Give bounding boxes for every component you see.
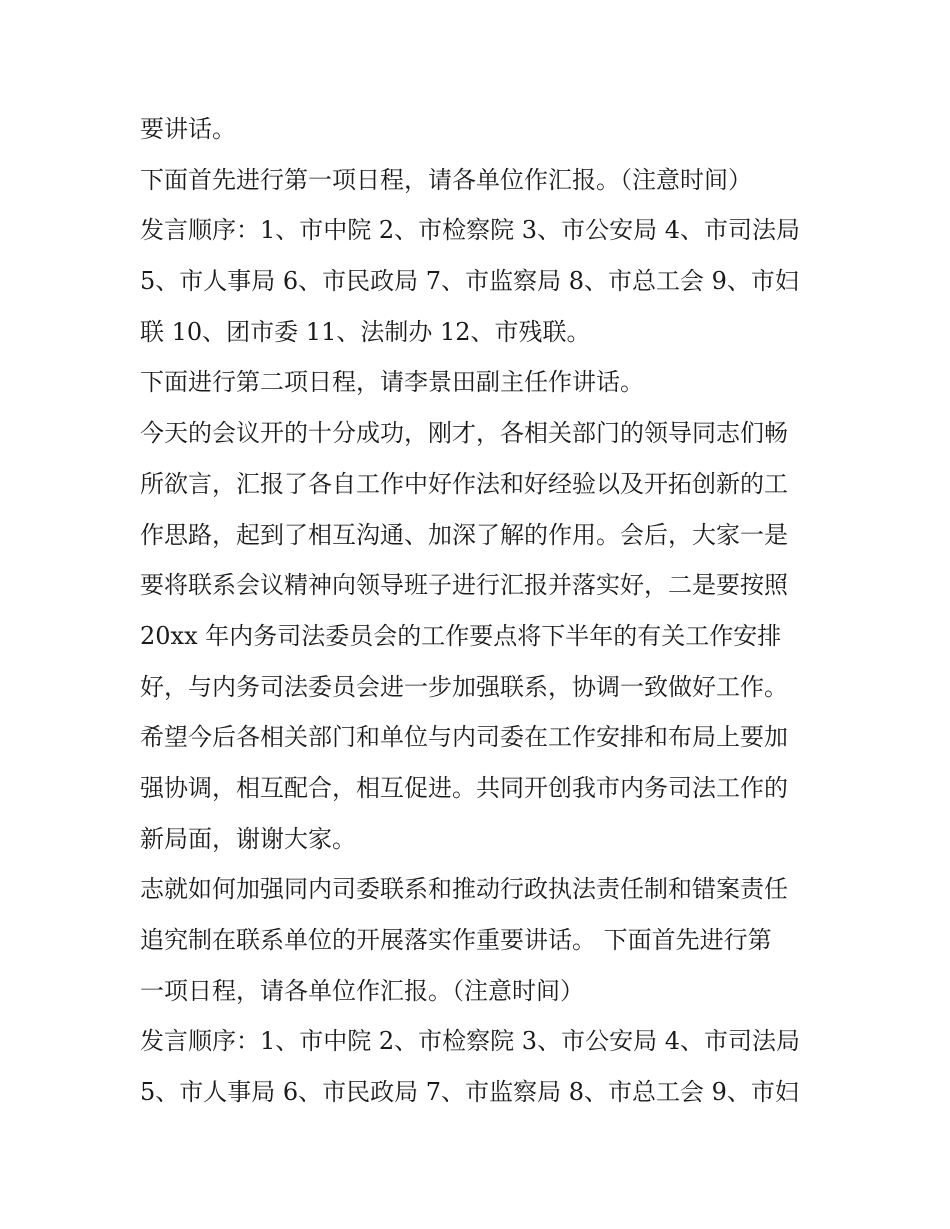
text-line: 追究制在联系单位的开展落实作重要讲话。 下面首先进行第 (140, 926, 772, 954)
text-line: 5、市人事局 6、市民政局 7、市监察局 8、市总工会 9、市妇 (140, 1078, 799, 1107)
text-line: 强协调，相互配合，相互促进。共同开创我市内务司法工作的 (140, 773, 788, 802)
text-line: 作思路，起到了相互沟通、加深了解的作用。会后，大家一是 (140, 520, 788, 549)
text-line: 今天的会议开的十分成功，刚才，各相关部门的领导同志们畅 (140, 419, 788, 448)
text-line: 一项日程，请各单位作汇报。（注意时间） (140, 976, 584, 1005)
text-line: 20xx 年内务司法委员会的工作要点将下半年的有关工作安排 (140, 621, 782, 650)
text-line: 下面进行第二项日程，请李景田副主任作讲话。 (140, 368, 644, 397)
text-line: 发言顺序：1、市中院 2、市检察院 3、市公安局 4、市司法局 (140, 216, 800, 245)
text-line: 发言顺序：1、市中院 2、市检察院 3、市公安局 4、市司法局 (140, 1027, 800, 1056)
text-line: 好，与内务司法委员会进一步加强联系，协调一致做好工作。 (140, 672, 788, 701)
text-line: 5、市人事局 6、市民政局 7、市监察局 8、市总工会 9、市妇 (140, 267, 799, 296)
text-line: 下面首先进行第一项日程，请各单位作汇报。（注意时间） (140, 165, 752, 194)
text-line: 志就如何加强同内司委联系和推动行政执法责任制和错案责任 (140, 875, 788, 904)
text-line: 要将联系会议精神向领导班子进行汇报并落实好，二是要按照 (140, 571, 788, 600)
text-line: 新局面，谢谢大家。 (140, 824, 356, 853)
text-line: 联 10、团市委 11、法制办 12、市残联。 (140, 317, 591, 346)
document-body (140, 104, 820, 1118)
text-line: 要讲话。 (140, 115, 236, 143)
text-line: 希望今后各相关部门和单位与内司委在工作安排和布局上要加 (140, 723, 788, 752)
text-line: 所欲言，汇报了各自工作中好作法和好经验以及开拓创新的工 (140, 469, 788, 498)
